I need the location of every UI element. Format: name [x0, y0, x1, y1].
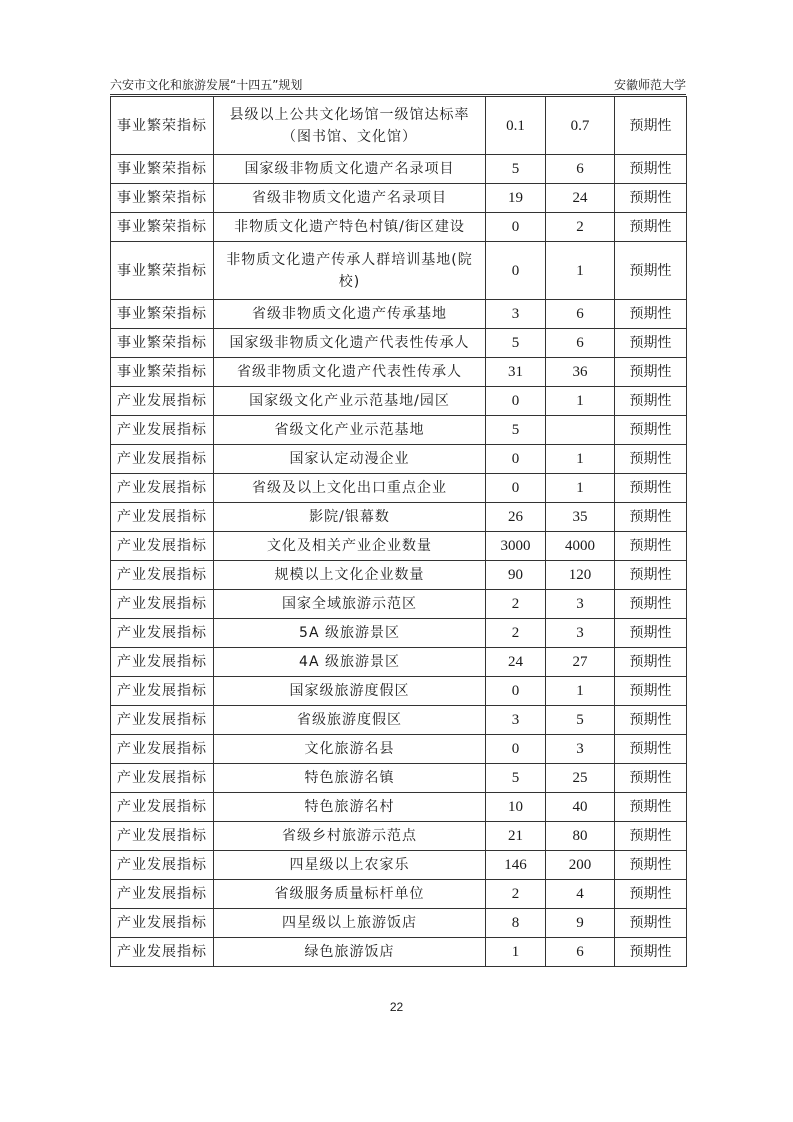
base-value-cell: 5	[486, 155, 546, 184]
type-cell: 预期性	[615, 851, 687, 880]
base-value-cell: 5	[486, 416, 546, 445]
indicator-cell: 非物质文化遗产特色村镇/街区建设	[214, 213, 486, 242]
table-row	[111, 822, 687, 851]
table-row	[111, 909, 687, 938]
indicator-cell: 5A 级旅游景区	[214, 619, 486, 648]
target-value-cell: 35	[546, 503, 615, 532]
table-row	[111, 329, 687, 358]
target-value-cell: 3	[546, 735, 615, 764]
indicator-cell: 国家认定动漫企业	[214, 445, 486, 474]
target-value-cell: 5	[546, 706, 615, 735]
category-cell: 产业发展指标	[111, 938, 214, 967]
target-value-cell: 4	[546, 880, 615, 909]
category-cell: 事业繁荣指标	[111, 242, 214, 300]
type-cell: 预期性	[615, 213, 687, 242]
category-cell: 产业发展指标	[111, 764, 214, 793]
target-value-cell: 6	[546, 329, 615, 358]
indicator-cell: 影院/银幕数	[214, 503, 486, 532]
category-cell: 事业繁荣指标	[111, 358, 214, 387]
target-value-cell: 1	[546, 445, 615, 474]
indicator-cell: 四星级以上农家乐	[214, 851, 486, 880]
target-value-cell: 9	[546, 909, 615, 938]
type-cell: 预期性	[615, 677, 687, 706]
table-row	[111, 735, 687, 764]
category-cell: 事业繁荣指标	[111, 184, 214, 213]
category-cell: 产业发展指标	[111, 677, 214, 706]
indicator-cell: 国家级旅游度假区	[214, 677, 486, 706]
indicator-cell: 省级非物质文化遗产代表性传承人	[214, 358, 486, 387]
table-row	[111, 648, 687, 677]
type-cell: 预期性	[615, 358, 687, 387]
indicator-cell: 四星级以上旅游饭店	[214, 909, 486, 938]
type-cell: 预期性	[615, 938, 687, 967]
target-value-cell: 80	[546, 822, 615, 851]
base-value-cell: 3000	[486, 532, 546, 561]
type-cell: 预期性	[615, 793, 687, 822]
base-value-cell: 2	[486, 619, 546, 648]
category-cell: 产业发展指标	[111, 880, 214, 909]
target-value-cell: 200	[546, 851, 615, 880]
base-value-cell: 0.1	[486, 97, 546, 155]
base-value-cell: 90	[486, 561, 546, 590]
target-value-cell: 1	[546, 242, 615, 300]
category-cell: 产业发展指标	[111, 503, 214, 532]
table-row	[111, 764, 687, 793]
base-value-cell: 146	[486, 851, 546, 880]
target-value-cell: 6	[546, 938, 615, 967]
table-row	[111, 358, 687, 387]
type-cell: 预期性	[615, 909, 687, 938]
table-row	[111, 184, 687, 213]
base-value-cell: 26	[486, 503, 546, 532]
indicator-cell: 文化及相关产业企业数量	[214, 532, 486, 561]
table-row	[111, 213, 687, 242]
base-value-cell: 0	[486, 677, 546, 706]
indicator-cell: 4A 级旅游景区	[214, 648, 486, 677]
type-cell: 预期性	[615, 590, 687, 619]
base-value-cell: 5	[486, 329, 546, 358]
indicator-cell: 文化旅游名县	[214, 735, 486, 764]
category-cell: 产业发展指标	[111, 822, 214, 851]
category-cell: 事业繁荣指标	[111, 97, 214, 155]
target-value-cell: 1	[546, 677, 615, 706]
type-cell: 预期性	[615, 387, 687, 416]
base-value-cell: 8	[486, 909, 546, 938]
indicator-cell: 省级非物质文化遗产传承基地	[214, 300, 486, 329]
table-row	[111, 416, 687, 445]
type-cell: 预期性	[615, 880, 687, 909]
page-number: 22	[389, 1000, 404, 1014]
type-cell: 预期性	[615, 561, 687, 590]
category-cell: 事业繁荣指标	[111, 300, 214, 329]
indicator-cell: 国家级非物质文化遗产代表性传承人	[214, 329, 486, 358]
indicator-cell: 非物质文化遗产传承人群培训基地(院校)	[214, 242, 486, 300]
target-value-cell: 1	[546, 387, 615, 416]
indicator-cell: 省级乡村旅游示范点	[214, 822, 486, 851]
base-value-cell: 0	[486, 213, 546, 242]
target-value-cell: 2	[546, 213, 615, 242]
type-cell: 预期性	[615, 184, 687, 213]
target-value-cell: 120	[546, 561, 615, 590]
indicator-cell: 国家级非物质文化遗产名录项目	[214, 155, 486, 184]
indicator-cell: 省级及以上文化出口重点企业	[214, 474, 486, 503]
target-value-cell: 6	[546, 300, 615, 329]
type-cell: 预期性	[615, 242, 687, 300]
type-cell: 预期性	[615, 474, 687, 503]
indicator-cell: 国家全域旅游示范区	[214, 590, 486, 619]
type-cell: 预期性	[615, 503, 687, 532]
base-value-cell: 0	[486, 735, 546, 764]
category-cell: 产业发展指标	[111, 793, 214, 822]
table-row	[111, 387, 687, 416]
table-row	[111, 706, 687, 735]
header-institution: 安徽师范大学	[613, 78, 686, 92]
indicator-cell: 省级文化产业示范基地	[214, 416, 486, 445]
table-row	[111, 677, 687, 706]
base-value-cell: 3	[486, 706, 546, 735]
indicator-cell: 特色旅游名镇	[214, 764, 486, 793]
table-row	[111, 619, 687, 648]
table-row	[111, 300, 687, 329]
indicator-cell: 特色旅游名村	[214, 793, 486, 822]
target-value-cell	[546, 416, 615, 445]
indicator-cell: 省级非物质文化遗产名录项目	[214, 184, 486, 213]
category-cell: 产业发展指标	[111, 590, 214, 619]
indicator-cell: 省级旅游度假区	[214, 706, 486, 735]
type-cell: 预期性	[615, 648, 687, 677]
table-row	[111, 561, 687, 590]
table-row	[111, 445, 687, 474]
table-row	[111, 880, 687, 909]
target-value-cell: 25	[546, 764, 615, 793]
category-cell: 产业发展指标	[111, 387, 214, 416]
target-value-cell: 3	[546, 590, 615, 619]
indicator-cell: 国家级文化产业示范基地/园区	[214, 387, 486, 416]
category-cell: 产业发展指标	[111, 851, 214, 880]
type-cell: 预期性	[615, 300, 687, 329]
target-value-cell: 4000	[546, 532, 615, 561]
header-title: 六安市文化和旅游发展“十四五”规划	[110, 78, 303, 92]
base-value-cell: 0	[486, 242, 546, 300]
base-value-cell: 0	[486, 387, 546, 416]
table-row	[111, 503, 687, 532]
target-value-cell: 0.7	[546, 97, 615, 155]
type-cell: 预期性	[615, 329, 687, 358]
target-value-cell: 24	[546, 184, 615, 213]
indicator-cell: 绿色旅游饭店	[214, 938, 486, 967]
target-value-cell: 40	[546, 793, 615, 822]
type-cell: 预期性	[615, 416, 687, 445]
type-cell: 预期性	[615, 619, 687, 648]
type-cell: 预期性	[615, 706, 687, 735]
target-value-cell: 6	[546, 155, 615, 184]
base-value-cell: 21	[486, 822, 546, 851]
category-cell: 产业发展指标	[111, 532, 214, 561]
target-value-cell: 1	[546, 474, 615, 503]
base-value-cell: 19	[486, 184, 546, 213]
indicator-cell: 规模以上文化企业数量	[214, 561, 486, 590]
type-cell: 预期性	[615, 155, 687, 184]
type-cell: 预期性	[615, 735, 687, 764]
table-row	[111, 590, 687, 619]
target-value-cell: 3	[546, 619, 615, 648]
base-value-cell: 10	[486, 793, 546, 822]
indicator-cell: 省级服务质量标杆单位	[214, 880, 486, 909]
category-cell: 产业发展指标	[111, 561, 214, 590]
type-cell: 预期性	[615, 532, 687, 561]
table-row	[111, 793, 687, 822]
category-cell: 产业发展指标	[111, 445, 214, 474]
table-row	[111, 532, 687, 561]
base-value-cell: 1	[486, 938, 546, 967]
type-cell: 预期性	[615, 97, 687, 155]
base-value-cell: 5	[486, 764, 546, 793]
page-header	[110, 72, 686, 95]
category-cell: 产业发展指标	[111, 706, 214, 735]
category-cell: 产业发展指标	[111, 619, 214, 648]
base-value-cell: 31	[486, 358, 546, 387]
category-cell: 产业发展指标	[111, 416, 214, 445]
category-cell: 产业发展指标	[111, 909, 214, 938]
type-cell: 预期性	[615, 764, 687, 793]
base-value-cell: 2	[486, 880, 546, 909]
category-cell: 产业发展指标	[111, 735, 214, 764]
base-value-cell: 2	[486, 590, 546, 619]
indicator-table	[110, 96, 687, 967]
table-row	[111, 242, 687, 300]
table-row	[111, 155, 687, 184]
table-row	[111, 938, 687, 967]
table-row	[111, 851, 687, 880]
category-cell: 产业发展指标	[111, 648, 214, 677]
table-body	[111, 97, 687, 967]
base-value-cell: 0	[486, 474, 546, 503]
type-cell: 预期性	[615, 445, 687, 474]
target-value-cell: 27	[546, 648, 615, 677]
category-cell: 事业繁荣指标	[111, 213, 214, 242]
type-cell: 预期性	[615, 822, 687, 851]
indicator-cell: 县级以上公共文化场馆一级馆达标率（图书馆、文化馆）	[214, 97, 486, 155]
base-value-cell: 24	[486, 648, 546, 677]
table-row	[111, 474, 687, 503]
base-value-cell: 3	[486, 300, 546, 329]
target-value-cell: 36	[546, 358, 615, 387]
category-cell: 产业发展指标	[111, 474, 214, 503]
category-cell: 事业繁荣指标	[111, 329, 214, 358]
category-cell: 事业繁荣指标	[111, 155, 214, 184]
base-value-cell: 0	[486, 445, 546, 474]
table-row	[111, 97, 687, 155]
